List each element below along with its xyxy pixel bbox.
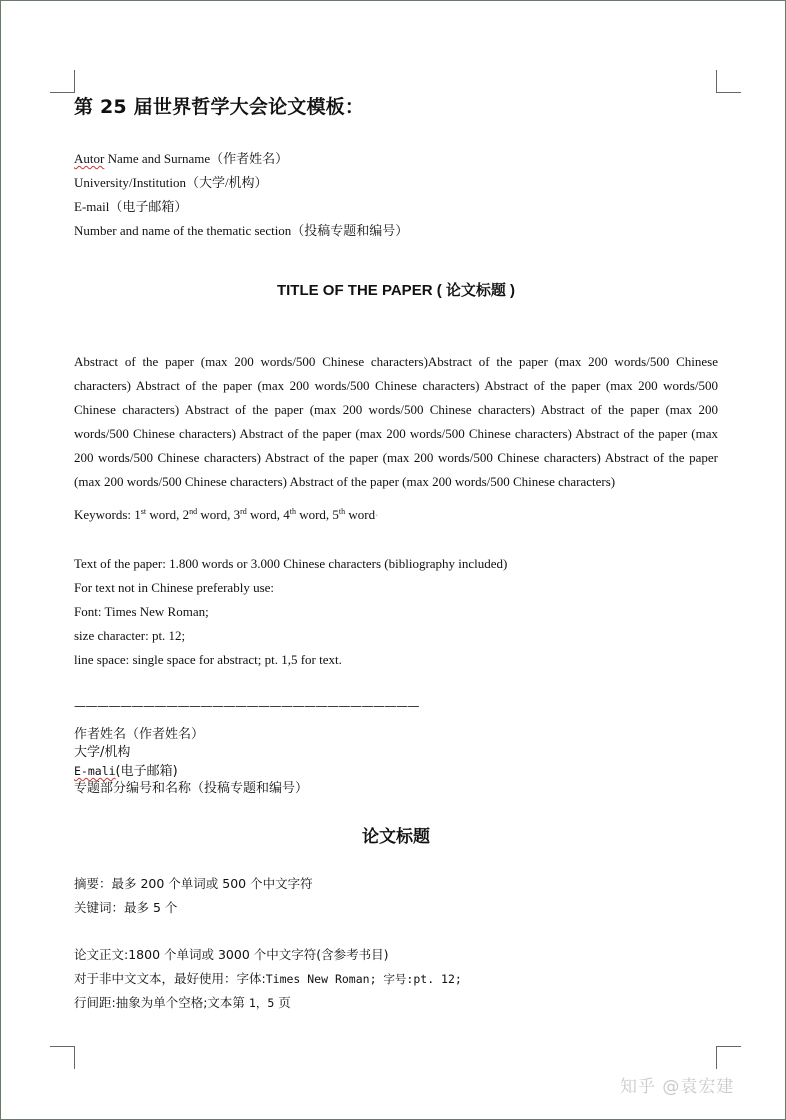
cn-author-info <box>74 726 718 798</box>
text-line: Font: Times New Roman; <box>74 604 209 619</box>
keywords-label: Keywords: <box>74 507 135 522</box>
cn-abstract-block <box>74 872 718 920</box>
spellcheck-word[interactable]: E-mali <box>74 764 116 778</box>
cn-email-text: (电子邮箱) <box>115 764 178 779</box>
cn-university: 大学/机构 <box>74 745 131 760</box>
keywords-line <box>74 503 718 529</box>
author-info <box>74 147 718 243</box>
cn-abstract-line: 摘要：最多 200 个单词或 500 个中文字符 <box>74 876 313 891</box>
watermark: 知乎 @袁宏建 <box>620 1077 735 1097</box>
crop-mark-top-right <box>716 70 741 93</box>
cn-text-line: 行间距:抽象为单个空格;文本第 1，5 页 <box>74 995 291 1010</box>
keyword-1: 1st word, <box>134 507 183 522</box>
cn-section: 专题部分编号和名称（投稿专题和编号） <box>74 781 309 796</box>
crop-mark-bottom-left <box>50 1046 75 1069</box>
cn-text-block <box>74 943 718 1015</box>
author-section-line: Number and name of the thematic section（投稿专题和编号） <box>74 223 409 238</box>
text-line: For text not in Chinese preferably use: <box>74 580 275 595</box>
paragraph-mark: · <box>375 511 379 522</box>
text-line: Text of the paper: 1.800 words or 3.000 Chinese characters (bibliography included) <box>74 556 508 571</box>
crop-mark-top-left <box>50 70 75 93</box>
cn-text-line: 论文正文:1800 个单词或 3000 个中文字符(含参考书目) <box>74 947 389 962</box>
keyword-5: 5th word <box>332 507 376 522</box>
text-line: line space: single space for abstract; pt. 1,5 for text. <box>74 652 342 667</box>
spellcheck-word[interactable]: Autor <box>74 151 105 166</box>
cn-email-line <box>74 762 718 780</box>
author-university-line: University/Institution（大学/机构） <box>74 175 268 190</box>
abstract-paragraph: Abstract of the paper (max 200 words/500 Chinese characters)Abstract of the paper (max 200 words/500 Chinese characters) Abstract of the paper (max 200 words/500 Chinese characters) Abstract of the paper (max 200 words/500 Chinese characters) Abstract of the paper (max 200 words/500 Chinese characters) Abstract of the paper (max 200 words/500 Chinese characters) Abstract of the paper (max 200 words/500 Chinese characters) Abstract of the paper (max 200 words/500 Chinese characters) Abstract of the paper (max 200 words/500 Chinese characters) Abstract of the paper (max 200 words/500 Chinese characters) Abstract of the paper (max 200 words/500 Chinese characters) <box>74 354 718 489</box>
crop-mark-bottom-right <box>716 1046 741 1069</box>
section-divider: —————————————————————————————— <box>74 699 419 713</box>
cn-author-name: 作者姓名（作者姓名） <box>74 727 205 742</box>
text-line: size character: pt. 12; <box>74 628 186 643</box>
author-email-line: E-mail（电子邮箱） <box>74 199 188 214</box>
cn-paper-title: 论文标题 <box>362 827 430 847</box>
document-title: 第 25 届世界哲学大会论文模板： <box>74 96 365 118</box>
text-instructions <box>74 552 718 672</box>
cn-keywords-line: 关键词：最多 5 个 <box>74 900 178 915</box>
cn-text-line: 对于非中文文本，最好使用：字体:Times New Roman; 字号:pt. 12; <box>74 971 462 986</box>
document-body[interactable] <box>74 92 718 1015</box>
keyword-4: 4th word, <box>283 507 333 522</box>
author-name-line <box>74 147 718 171</box>
paper-title: TITLE OF THE PAPER ( 论文标题 ) <box>276 282 516 299</box>
author-name-text: Name and Surname（作者姓名） <box>104 151 289 166</box>
keyword-3: 3rd word, <box>233 507 284 522</box>
keyword-2: 2nd word, <box>182 507 234 522</box>
